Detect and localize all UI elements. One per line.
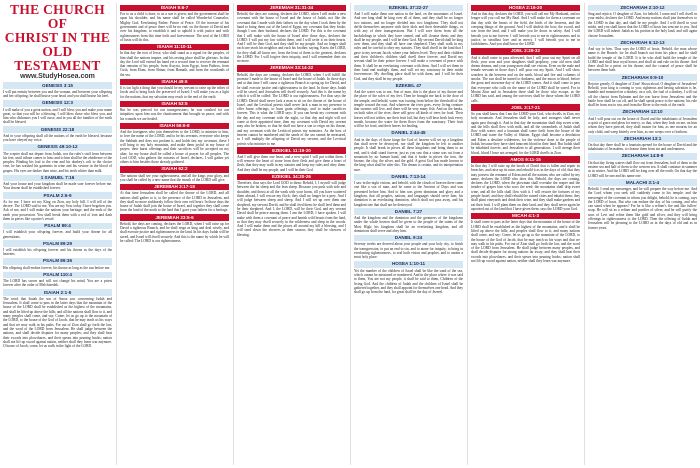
scripture-reference-heading: JOEL 3:17-21 [471, 104, 580, 111]
scripture-reference-heading: PSALM 89:4 [3, 223, 112, 230]
scripture-reference-heading: DANIEL 9:24 [354, 235, 463, 242]
scripture-reference-heading: JOEL 2:28-32 [471, 48, 580, 55]
scripture-passage-text: But he was pierced for our transgressions; he was crushed for our iniquities; upon him was the chastisement that brought us peace, and with his wounds we are healed. [120, 108, 229, 121]
title-block [3, 3, 112, 79]
scripture-passage-text: Yet the number of the children of Israel shall be like the sand of the sea, which cannot be measured or numbered. And in the place where it was said to them, You are not my people, it shall be said to them, Children of the living God. And the children of Judah and the children of Israel shall be gathered together, and they shall appoint for themselves one head. And they shall go up from the land, for great shall be the day of Jezreel. [354, 268, 463, 295]
scripture-reference-heading: ISAIAH 53:5 [120, 101, 229, 108]
scripture-reference-heading: GENESIS 22:18 [3, 126, 112, 133]
scripture-reference-heading: PSALM 89:29 [3, 240, 112, 247]
scripture-reference-heading: ISAIAH 56:6-8 [120, 123, 229, 130]
scripture-passage-text: On that day living waters shall flow out from Jerusalem, half of them to the eastern sea and half of them to the western sea. It shall continue in summer as in winter. And the LORD will be king over all the earth. On that day the LORD will be one and his name one. [588, 160, 697, 178]
column-1-sections [3, 82, 112, 348]
scripture-passage-text: And it shall come to pass afterward, that I will pour out my Spirit on all flesh; your sons and your daughters shall prophesy, your old men shall dream dreams, and your young men shall see visions. Even on the male and female servants in those days I will pour out my Spirit. And I will show wonders in the heavens and on the earth, blood and fire and columns of smoke. The sun shall be turned to darkness, and the moon to blood, before the great and awesome day of the LORD comes. And it shall come to pass that everyone who calls on the name of the LORD shall be saved. For in Mount Zion and in Jerusalem there shall be those who escape, as the LORD has said, and among the survivors shall be those whom the LORD calls. [471, 55, 580, 103]
scripture-reference-heading: ZECHARIAH 6:12-13 [588, 39, 697, 46]
scripture-passage-text: I will make of you a great nation, and I will bless you and make your name great, so that you will be a blessing. I will bless those who bless you, and him who dishonors you I will curse, and in you all the families of the earth shall be blessed. [3, 107, 112, 125]
scripture-reference-heading: MALACHI 3:1-4 [588, 179, 697, 186]
scripture-reference-heading: PSALM 110:4 [3, 272, 112, 279]
title-line-3: OLD TESTAMENT [14, 44, 101, 73]
scripture-reference-heading: ZECHARIAH 9:9-10 [588, 74, 697, 81]
column-4-sections [354, 5, 463, 295]
column-3 [233, 3, 346, 465]
scripture-passage-text: And in your offspring shall all the nations of the earth be blessed, because you have obeyed my voice. [3, 133, 112, 143]
scripture-passage-text: His offspring shall endure forever, his throne as long as the sun before me. [3, 265, 111, 270]
scripture-reference-heading: EZEKIEL 11:19-20 [237, 147, 346, 154]
scripture-passage-text: The word that Isaiah the son of Amoz saw concerning Judah and Jerusalem. It shall come to pass in the latter days that the mountain of the house of the LORD shall be established as the highest of the mountains, and shall be lifted up above the hills; and all the nations shall flow to it, and many peoples shall come, and say: Come, let us go up to the mountain of the LORD, to the house of the God of Jacob, that he may teach us his ways and that we may walk in his paths. For out of Zion shall go forth the law, and the word of the LORD from Jerusalem. He shall judge between the nations, and shall decide disputes for many peoples; and they shall beat their swords into plowshares, and their spears into pruning hooks; nation shall not lift up sword against nation, neither shall they learn war anymore. O house of Jacob, come, let us walk in the light of the LORD. [3, 296, 112, 349]
scripture-passage-text: It shall come to pass in the latter days that the mountain of the house of the LORD shall be established as the highest of the mountains, and it shall be lifted up above the hills; and peoples shall flow to it, and many nations shall come, and say: Come, let us go up to the mountain of the LORD, to the house of the God of Jacob, that he may teach us his ways and that we may walk in his paths. For out of Zion shall go forth the law, and the word of the LORD from Jerusalem. He shall judge between many peoples, and shall decide disputes for strong nations far away; and they shall beat their swords into plowshares, and their spears into pruning hooks; nation shall not lift up sword against nation, neither shall they learn war anymore. [471, 220, 580, 264]
scripture-passage-text: In that day I will raise up the booth of David that is fallen and repair its breaches, and raise up its ruins and rebuild it as in the days of old, that they may possess the remnant of Edom and all the nations who are called by my name, declares the LORD who does this. Behold, the days are coming, declares the LORD, when the plowman shall overtake the reaper and the treader of grapes him who sows the seed; the mountains shall drip sweet wine, and all the hills shall flow with it. I will restore the fortunes of my people Israel, and they shall rebuild the ruined cities and inhabit them; they shall plant vineyards and drink their wine, and they shall make gardens and eat their fruit. I will plant them on their land, and they shall never again be uprooted out of the land that I have given them, says the LORD your God. [471, 163, 580, 211]
title-line-2: CHRIST IN THE [4, 30, 111, 45]
scripture-reference-heading: DANIEL 7:13-14 [354, 174, 463, 181]
website-url: www.StudyHosea.com [20, 73, 95, 80]
column-3-sections [237, 5, 346, 238]
scripture-reference-heading: GENESIS 12:3 [3, 100, 112, 107]
scripture-passage-text: And your house and your kingdom shall be made sure forever before me. Your throne shall be established forever. [3, 182, 112, 191]
scripture-reference-heading: JEREMIAH 33:14-22 [237, 65, 346, 72]
scripture-passage-text: I will establish your offspring forever, and build your throne for all generations. [3, 230, 112, 239]
scripture-passage-text: For to us a child is born, to us a son is given; and the government shall be upon his shoulder, and his name shall be called Wonderful Counselor, Mighty God, Everlasting Father, Prince of Peace. Of the increase of his government and of peace there will be no end, on the throne of David and over his kingdom, to establish it and to uphold it with justice and with righteousness from this time forth and forevermore. The zeal of the LORD of hosts will do this. [120, 12, 229, 42]
column-2-sections [120, 5, 229, 244]
scripture-reference-heading: EZEKIEL 47 [354, 82, 463, 89]
scripture-passage-text: The nations shall see your righteousness, and all the kings your glory, and you shall be called by a new name that the mouth of the LORD will give. [120, 173, 229, 182]
scripture-passage-text: Behold, the days are coming, declares the LORD, when I will make a new covenant with the house of Israel and the house of Judah, not like the covenant that I made with their fathers on the day when I took them by the hand to bring them out of the land of Egypt, my covenant that they broke, though I was their husband, declares the LORD. For this is the covenant that I will make with the house of Israel after those days, declares the LORD: I will put my law within them, and I will write it on their hearts. And I will be their God, and they shall be my people. And no longer shall each one teach his neighbor and each his brother, saying, Know the LORD, for they shall all know me, from the least of them to the greatest, declares the LORD. For I will forgive their iniquity, and I will remember their sin no more. [237, 12, 346, 64]
scripture-reference-heading: DANIEL 2:44-45 [354, 130, 463, 137]
scripture-reference-heading: ZECHARIAH 2:10-12 [588, 5, 697, 12]
scripture-passage-text: Behold, the days are coming, declares the LORD, when I will fulfill the promise I made to the house of Israel and the house of Judah. In those days and at that time I will cause a righteous Branch to spring up for David, and he shall execute justice and righteousness in the land. In those days Judah will be saved, and Jerusalem will dwell securely. And this is the name by which it will be called: The LORD is our righteousness. For thus says the LORD: David shall never lack a man to sit on the throne of the house of Israel, and the Levitical priests shall never lack a man in my presence to offer burnt offerings, to burn grain offerings, and to make sacrifices forever. This is what the LORD says: If you can break my covenant with the day and my covenant with the night, so that day and night will not come at their appointed time, then my covenant with David my servant may also be broken, so that he shall not have a son to reign on his throne, and my covenant with the Levitical priests my ministers. As the host of heaven cannot be numbered and the sands of the sea cannot be measured, so I will multiply the offspring of David my servant, and the Levitical priests who minister to me. [237, 72, 346, 146]
title-line-1: THE CHURCH OF [10, 3, 105, 31]
scripture-passage-text: Rejoice greatly, O daughter of Zion! Shout aloud, O daughter of Jerusalem! Behold, your king is coming to you; righteous and having salvation is he, humble and mounted on a donkey, on a colt, the foal of a donkey. I will cut off the chariot from Ephraim and the war horse from Jerusalem; and the battle bow shall be cut off, and he shall speak peace to the nations; his rule shall be from sea to sea, and from the River to the ends of the earth. [588, 81, 697, 108]
scripture-reference-heading: GENESIS 3:15 [3, 82, 112, 89]
scripture-reference-heading: AMOS 9:11-15 [471, 156, 580, 163]
page-title [3, 3, 112, 73]
scripture-reference-heading: JEREMIAH 31:31-34 [237, 5, 346, 12]
scripture-passage-text: And the foreigners who join themselves to the LORD, to minister to him, to love the name of the LORD, and to be his servants, everyone who keeps the Sabbath and does not profane it, and holds fast my covenant, these I will bring to my holy mountain, and make them joyful in my house of prayer; their burnt offerings and their sacrifices will be accepted on my altar; for my house shall be called a house of prayer for all peoples. The Lord GOD, who gathers the outcasts of Israel, declares, I will gather yet others to him besides those already gathered. [120, 130, 229, 165]
scripture-passage-text: As for me, I have set my King on Zion, my holy hill. I will tell of the decree: The LORD said to me, You are my Son; today I have begotten you. Ask of me, and I will make the nations your heritage, and the ends of the earth your possession. You shall break them with a rod of iron and dash them in pieces like a potter's vessel. [3, 199, 112, 221]
scripture-passage-text: Therefore, thus says the Lord GOD to them: Behold, I, I myself will judge between the fat sheep and the lean sheep. Because you push with side and shoulder, and thrust at all the weak with your horns, till you have scattered them abroad, I will rescue my flock; they shall no longer be a prey. And I will judge between sheep and sheep. And I will set up over them one shepherd, my servant David, and he shall feed them: he shall feed them and be their shepherd. And I, the LORD, will be their God, and my servant David shall be prince among them. I am the LORD; I have spoken. I will make with them a covenant of peace and banish wild beasts from the land, so that they may dwell securely in the wilderness and sleep in the woods. And I will make them and the places all around my hill a blessing, and I will send down the showers in their season; they shall be showers of blessing. [237, 181, 346, 237]
scripture-reference-heading: MICAH 4:1-3 [471, 213, 580, 220]
scripture-passage-text: I will establish his offspring forever and his throne as the days of the heavens. [3, 248, 112, 257]
scripture-reference-heading: JEREMIAH 3:17-18 [120, 184, 229, 191]
column-5-sections [471, 5, 580, 264]
scripture-passage-text: I saw in the night visions, and behold, with the clouds of heaven there came one like a son of man, and he came to the Ancient of Days and was presented before him. And to him was given dominion and glory and a kingdom, that all peoples, nations, and languages should serve him; his dominion is an everlasting dominion, which shall not pass away, and his kingdom one that shall not be destroyed. [354, 181, 463, 207]
column-2 [116, 3, 229, 465]
scripture-reference-heading: 1 SAMUEL 7:16 [3, 175, 112, 182]
scripture-reference-heading: ISAIAH 49:6 [120, 79, 229, 86]
column-5 [467, 3, 580, 465]
scripture-reference-heading: ZECHARIAH 14:8-9 [588, 153, 697, 160]
scripture-passage-text: And the kingdom and the dominion and the greatness of the kingdoms under the whole heaven shall be given to the people of the saints of the Most High; his kingdom shall be an everlasting kingdom, and all dominions shall serve and obey him. [354, 216, 463, 233]
scripture-passage-text: It is too light a thing that you should be my servant to raise up the tribes of Jacob and to bring back the preserved of Israel; I will make you as a light for the nations, that my salvation may reach to the end of the earth. [120, 86, 229, 99]
scripture-reference-heading: ISAIAH 62:2 [120, 166, 229, 173]
column-4 [350, 3, 463, 465]
scripture-passage-text: Sing and rejoice, O daughter of Zion, for behold, I come and I will dwell in your midst, declares the LORD. And many nations shall join themselves to the LORD in that day, and shall be my people. And I will dwell in your midst, and you shall know that the LORD of hosts has sent me to you. And the LORD will inherit Judah as his portion in the holy land, and will again choose Jerusalem. [588, 12, 697, 38]
scripture-passage-text: And I will make them one nation in the land, on the mountains of Israel. And one king shall be king over all of them, and they shall be no longer two nations, and no longer divided into two kingdoms. They shall not defile themselves anymore with their idols and their detestable things, or with any of their transgressions. But I will save them from all the backslidings in which they have sinned, and will cleanse them; and they shall be my people, and I will be their God. My servant David shall be king over them, and they shall all have one shepherd. They shall walk in my rules and be careful to obey my statutes. They shall dwell in the land that I gave to my servant Jacob, where your fathers lived. They and their children and their children's children shall dwell there forever, and David my servant shall be their prince forever. I will make a covenant of peace with them. It shall be an everlasting covenant with them. And I will set them in their land and multiply them, and will set my sanctuary in their midst forevermore. My dwelling place shall be with them, and I will be their God, and they shall be my people. [354, 12, 463, 81]
scripture-reference-heading: ZECHARIAH 13:1 [588, 135, 697, 142]
scripture-passage-text: And the water was to me, Son of man, this is the place of my throne and the place of the soles of my feet. Then he brought me back to the door of the temple, and behold, water was issuing from below the threshold of the temple toward the east. And wherever the river goes, every living creature that swarms will live, and there will be very many fish. And on the banks, on both sides of the river, there will grow all kinds of trees for food. Their leaves will not wither, nor their fruit fail, but they will bear fresh fruit every month, because the water for them flows from the sanctuary. Their fruit will be for food, and their leaves for healing. [354, 89, 463, 129]
scripture-reference-heading: ISAIAH 2:1-5 [3, 289, 112, 296]
scripture-reference-heading: DANIEL 7:27 [354, 208, 463, 215]
column-1 [3, 3, 112, 465]
scripture-passage-text: In that day the root of Jesse, who shall stand as a signal for the peoples, of him shall the nations inquire, and his resting place shall be glorious. In that day the Lord will extend his hand yet a second time to recover the remnant that remains of his people, from Assyria, from Egypt, from Pathros, from Cush, from Elam, from Shinar, from Hamath, and from the coastlands of the sea. [120, 51, 229, 77]
scripture-reference-heading: ISAIAH 11:10-11 [120, 44, 229, 51]
scripture-reference-heading: PSALM 89:36 [3, 258, 112, 265]
scripture-reference-heading: HOSEA 2:16-20 [471, 5, 580, 12]
scripture-reference-heading: JEREMIAH 23:5-6 [120, 214, 229, 221]
scripture-passage-text: Behold, I send my messenger, and he will prepare the way before me. And the Lord whom you seek will suddenly come to his temple; and the messenger of the covenant in whom you delight, behold, he is coming, says the LORD of hosts. But who can endure the day of his coming, and who can stand when he appears? For he is like a refiner's fire and like fullers' soap. He will sit as a refiner and purifier of silver, and he will purify the sons of Levi and refine them like gold and silver, and they will bring offerings in righteousness to the LORD. Then the offering of Judah and Jerusalem will be pleasing to the LORD as in the days of old and as in former years. [588, 186, 697, 230]
column-6-sections [588, 5, 697, 230]
scripture-reference-heading: PSALM 2:6-9 [3, 192, 112, 199]
scripture-passage-text: I will put enmity between you and the woman, and between your offspring and her offspring; he shall bruise your head, and you shall bruise his heel. [3, 89, 112, 99]
scripture-reference-heading: ZECHARIAH 12:10 [588, 109, 697, 116]
scripture-passage-text: And I will pour out on the house of David and the inhabitants of Jerusalem a spirit of grace and pleas for mercy, so that, when they look on me, on him whom they have pierced, they shall mourn for him, as one mourns for an only child, and weep bitterly over him, as one weeps over a firstborn. [588, 116, 697, 134]
scripture-passage-text: At that time Jerusalem shall be called the throne of the LORD, and all nations shall gather to it, to the presence of the LORD in Jerusalem, and they shall no more stubbornly follow their own evil heart. In those days the house of Judah shall join the house of Israel, and together they shall come from the land of the north to the land that I gave your fathers for a heritage. [120, 191, 229, 213]
scripture-passage-text: The LORD has sworn and will not change his mind, You are a priest forever after the order of Melchizedek. [3, 279, 112, 288]
scripture-passage-text: And in that day, declares the LORD, you will call me My Husband, and no longer will you call me My Baal. And I will make for them a covenant on that day with the beasts of the field, the birds of the heavens, and the creeping things of the ground. And I will abolish the bow, the sword, and war from the land, and I will make you lie down in safety. And I will betroth you to me forever. I will betroth you to me in righteousness and in justice, in steadfast love and in mercy. I will betroth you to me in faithfulness. And you shall know the LORD. [471, 12, 580, 47]
scripture-passage-text: Behold, the days are coming, declares the LORD, when I will raise up for David a righteous Branch, and he shall reign as king and deal wisely, and shall execute justice and righteousness in the land. In his days Judah will be saved, and Israel will dwell securely. And this is the name by which he will be called: The LORD is our righteousness. [120, 221, 229, 244]
scripture-passage-text: And in the days of those kings the God of heaven will set up a kingdom that shall never be destroyed, nor shall the kingdom be left to another people. It shall break in pieces all these kingdoms and bring them to an end, and it shall stand forever, just as you saw that a stone was cut from a mountain by no human hand, and that it broke in pieces the iron, the bronze, the clay, the silver, and the gold. A great God has made known to the king what shall be after this. The dream is certain, and its interpretation sure. [354, 137, 463, 172]
scripture-reference-heading: ISAIAH 9:6-7 [120, 5, 229, 12]
scripture-reference-heading: GENESIS 49:10-12 [3, 144, 112, 151]
scripture-reference-heading: EZEKIEL 34:20-26 [237, 174, 346, 181]
scripture-reference-heading: EZEKIEL 37:22-27 [354, 5, 463, 12]
scripture-passage-text: Seventy weeks are decreed about your people and your holy city, to finish the transgression, to put an end to sin, and to atone for iniquity, to bring in everlasting righteousness, to seal both vision and prophet, and to anoint a most holy place. [354, 242, 463, 260]
scripture-passage-text: So you shall know that I am the LORD your God, who dwells in Zion, my holy mountain. And Jerusalem shall be holy, and strangers shall never again pass through it. And in that day the mountains shall drip sweet wine, and the hills shall flow with milk, and all the streambeds of Judah shall flow with water; and a fountain shall come forth from the house of the LORD and water the Valley of Shittim. Egypt shall become a desolation and Edom a desolate wilderness, for the violence done to the people of Judah, because they have shed innocent blood in their land. But Judah shall be inhabited forever, and Jerusalem to all generations. I will avenge their blood, blood I have not avenged, for the LORD dwells in Zion. [471, 111, 580, 155]
scripture-passage-text: And I will give them one heart, and a new spirit I will put within them. I will remove the heart of stone from their flesh and give them a heart of flesh, that they may walk in my statutes and keep my rules and obey them. And they shall be my people, and I will be their God. [237, 154, 346, 172]
scripture-reference-heading: HOSEA 1:10-11 [354, 261, 463, 268]
scripture-passage-text: The scepter shall not depart from Judah, nor the ruler's staff from between his feet, until tribute comes to him; and to him shall be the obedience of the peoples. Binding his foal to the vine and his donkey's colt to the choice vine, he has washed his garments in wine and his vesture in the blood of grapes. His eyes are darker than wine, and his teeth whiter than milk. [3, 151, 112, 173]
scripture-passage-text: On that day there shall be a fountain opened for the house of David and the inhabitants of Jerusalem, to cleanse them from sin and uncleanness. [588, 143, 697, 152]
column-6 [584, 3, 697, 465]
scripture-passage-text: And say to him, Thus says the LORD of hosts, Behold, the man whose name is the Branch: for he shall branch out from his place, and he shall build the temple of the LORD. It is he who shall build the temple of the LORD and shall bear royal honor, and shall sit and rule on his throne. And there shall be a priest on his throne, and the counsel of peace shall be between them both. [588, 46, 697, 73]
